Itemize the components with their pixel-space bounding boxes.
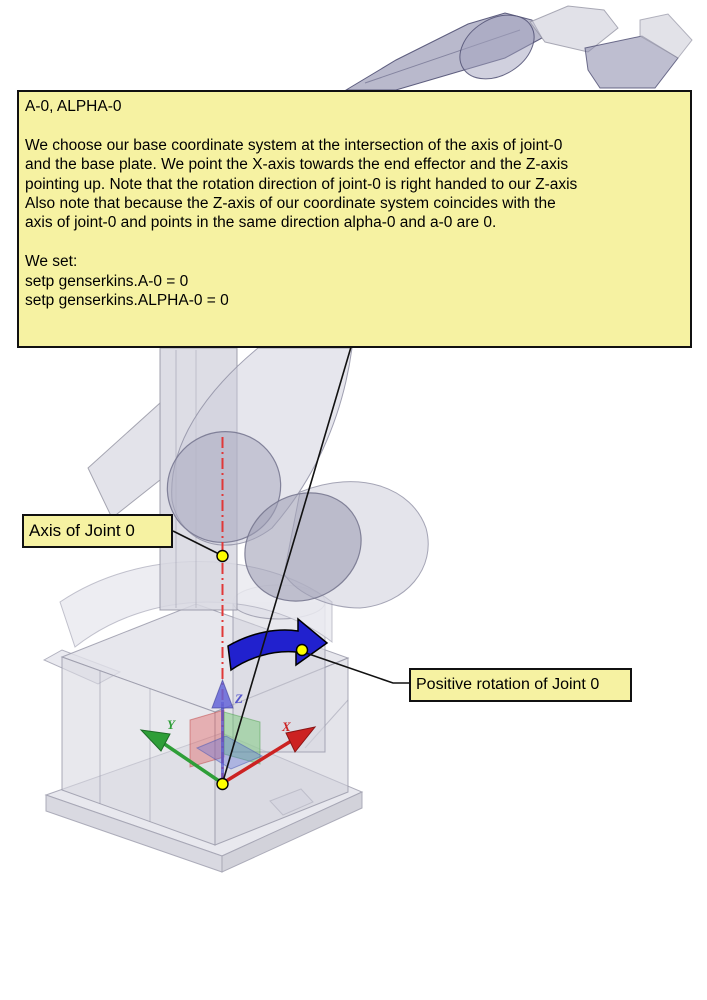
- positive-rotation-callout: Positive rotation of Joint 0: [409, 668, 632, 702]
- z-axis-label: Z: [235, 691, 243, 706]
- robot-arm-top: [346, 2, 692, 92]
- note-title: A-0, ALPHA-0: [25, 98, 122, 115]
- note-body-line: We choose our base coordinate system at the intersection of the axis of joint-0: [25, 136, 563, 154]
- column-bracket: [88, 403, 160, 518]
- x-axis-label: X: [282, 719, 291, 734]
- robot-column-and-shoulder: [60, 348, 428, 647]
- note-blank-line: [25, 233, 686, 252]
- note-set-line: setp genserkins.A-0 = 0: [25, 272, 189, 290]
- y-axis-label: Y: [167, 717, 175, 732]
- rotation-marker-dot: [297, 645, 308, 656]
- note-body-line: Also note that because the Z-axis of our coordinate system coincides with the: [25, 195, 556, 213]
- note-set-heading: We set:: [25, 253, 78, 271]
- note-box: [17, 90, 692, 348]
- note-body-line: and the base plate. We point the X-axis towards the end effector and the Z-axis: [25, 156, 569, 174]
- note-body-line: axis of joint-0 and points in the same direction alpha-0 and a-0 are 0.: [25, 214, 497, 232]
- axis-marker-dot: [217, 551, 228, 562]
- axis-of-joint-callout: Axis of Joint 0: [22, 514, 173, 548]
- note-blank-line: [25, 116, 686, 135]
- note-body-line: pointing up. Note that the rotation direction of joint-0 is right handed to our Z-axis: [25, 175, 578, 193]
- note-set-line: setp genserkins.ALPHA-0 = 0: [25, 292, 229, 310]
- origin-marker-dot: [217, 779, 228, 790]
